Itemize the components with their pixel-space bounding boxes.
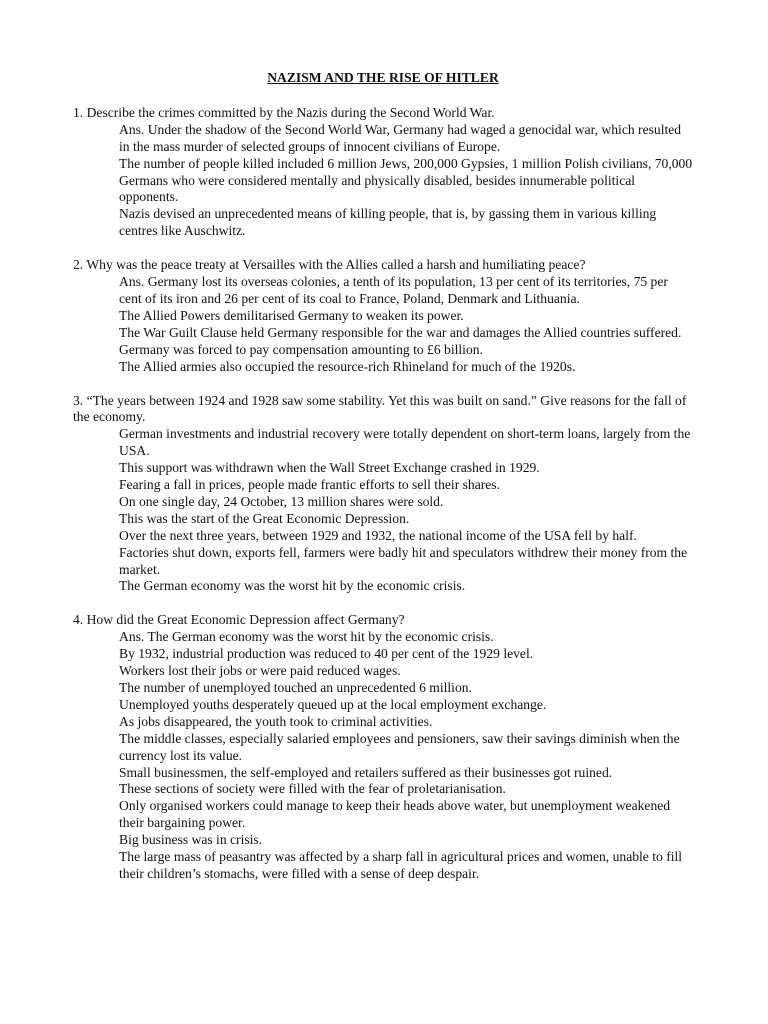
answer-line: Nazis devised an unprecedented means of killing people, that is, by gassing them in various killing centres like Auschwitz.: [119, 206, 657, 239]
answer-line: Only organised workers could manage to keep their heads above water, but unemployment weakened their bargaining power.: [119, 798, 671, 831]
answer-line: Ans. Germany lost its overseas colonies, a tenth of its population, 13 per cent of its territories, 75 per cent of its iron and 26 per cent of its coal to France, Poland, Denmark and Lithuania.: [119, 274, 668, 306]
answer-line: Germany was forced to pay compensation amounting to £6 billion.: [119, 341, 483, 357]
document-title: NAZISM AND THE RISE OF HITLER: [267, 70, 499, 85]
question-block: [73, 105, 693, 240]
question-block: [73, 393, 693, 596]
qa-container: [73, 105, 693, 883]
question-block: [73, 612, 693, 883]
answer-line: Small businessmen, the self-employed and retailers suffered as their businesses got ruined.: [119, 764, 613, 780]
question-text: 4. How did the Great Economic Depression affect Germany?: [73, 612, 405, 628]
answer-block: [73, 629, 693, 883]
answer-line: By 1932, industrial production was reduced to 40 per cent of the 1929 level.: [119, 646, 534, 662]
answer-line: The large mass of peasantry was affected by a sharp fall in agricultural prices and women, unable to fill their children’s stomachs, were filled with a sense of deep despair.: [119, 849, 683, 881]
answer-line: This was the start of the Great Economic Depression.: [119, 510, 410, 526]
answer-line: The Allied armies also occupied the resource-rich Rhineland for much of the 1920s.: [119, 358, 576, 374]
question-block: [73, 257, 693, 375]
answer-line: This support was withdrawn when the Wall Street Exchange crashed in 1929.: [119, 460, 540, 476]
answer-line: Over the next three years, between 1929 and 1932, the national income of the USA fell by half.: [119, 527, 637, 543]
answer-block: [73, 274, 693, 375]
answer-line: Unemployed youths desperately queued up at the local employment exchange.: [119, 696, 547, 712]
answer-line: Ans. Under the shadow of the Second World War, Germany had waged a genocidal war, which resulted in the mass murder of selected groups of innocent civilians of Europe.: [119, 121, 682, 154]
question-text: 2. Why was the peace treaty at Versailles with the Allies called a harsh and humiliating peace?: [73, 257, 586, 273]
answer-block: [73, 122, 693, 240]
answer-line: The number of people killed included 6 million Jews, 200,000 Gypsies, 1 million Polish civilians, 70,000 Germans who were considered mentally and physically disabled, besides innumerable political opponents.: [119, 155, 693, 205]
answer-line: On one single day, 24 October, 13 million shares were sold.: [119, 493, 444, 509]
answer-line: German investments and industrial recovery were totally dependent on short-term loans, largely from the USA.: [119, 426, 691, 459]
answer-line: The middle classes, especially salaried employees and pensioners, saw their savings diminish when the currency lost its value.: [119, 730, 680, 763]
answer-line: The number of unemployed touched an unprecedented 6 million.: [119, 680, 472, 695]
answer-line: Workers lost their jobs or were paid reduced wages.: [119, 663, 401, 679]
answer-line: As jobs disappeared, the youth took to criminal activities.: [119, 713, 433, 729]
answer-line: The Allied Powers demilitarised Germany to weaken its power.: [119, 307, 464, 323]
question-text: 3. “The years between 1924 and 1928 saw some stability. Yet this was built on sand.” Give reasons for the fall of the economy.: [73, 392, 687, 425]
answer-block: [73, 426, 693, 595]
answer-line: Ans. The German economy was the worst hit by the economic crisis.: [119, 629, 494, 645]
document-page: [73, 70, 693, 900]
question-text: 1. Describe the crimes committed by the Nazis during the Second World War.: [73, 104, 495, 120]
answer-line: These sections of society were filled with the fear of proletarianisation.: [119, 781, 506, 797]
answer-line: Big business was in crisis.: [119, 832, 263, 848]
answer-line: Factories shut down, exports fell, farmers were badly hit and speculators withdrew their money from the market.: [119, 544, 688, 577]
answer-line: The German economy was the worst hit by the economic crisis.: [119, 578, 466, 594]
answer-line: The War Guilt Clause held Germany responsible for the war and damages the Allied countries suffered.: [119, 324, 682, 340]
answer-line: Fearing a fall in prices, people made frantic efforts to sell their shares.: [119, 477, 500, 493]
